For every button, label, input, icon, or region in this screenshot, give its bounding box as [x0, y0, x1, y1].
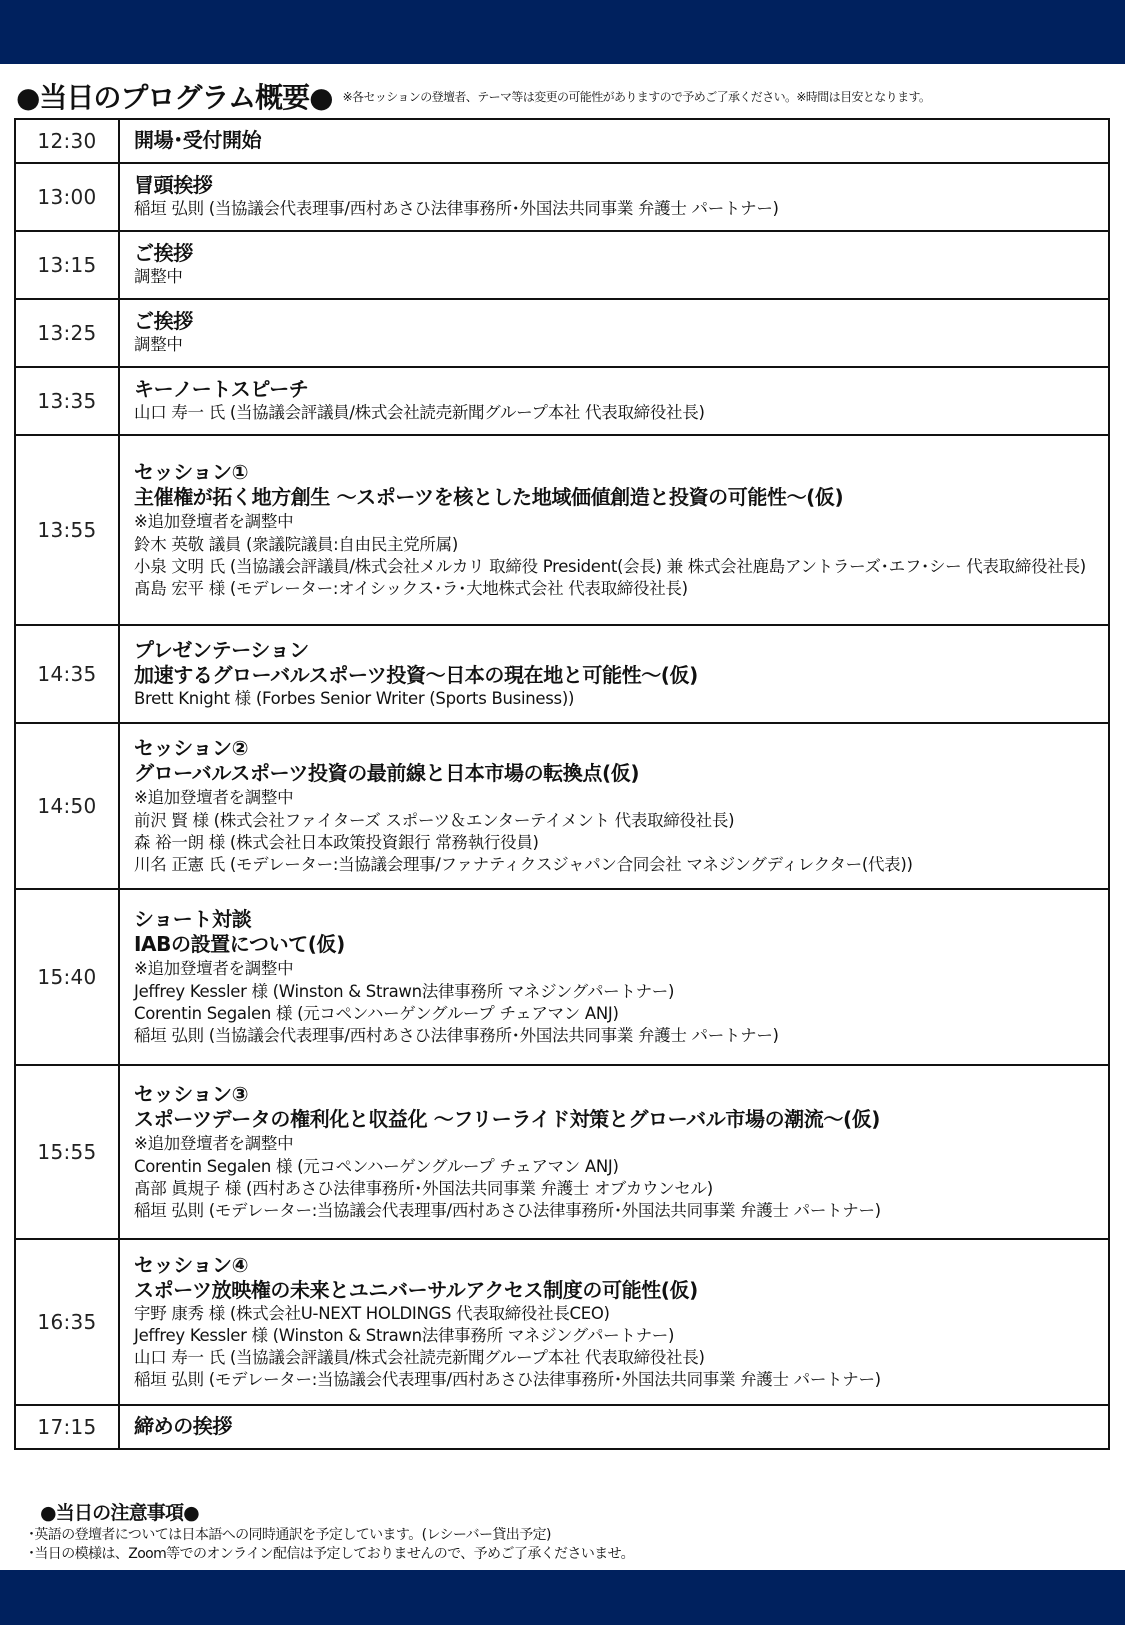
- time-cell: 15:40: [15, 889, 119, 1065]
- program-row: [15, 1239, 1109, 1405]
- program-row: [15, 367, 1109, 435]
- item-subtitle: グローバルスポーツ投資の最前線と日本市場の転換点(仮): [134, 760, 640, 785]
- speaker-line: 鈴木 英敬 議員 (衆議院議員:自由民主党所属): [134, 534, 458, 554]
- program-row: [15, 299, 1109, 367]
- time-cell: 13:00: [15, 163, 119, 231]
- speaker-line: 山口 寿一 氏 (当協議会評議員/株式会社読売新聞グループ本社 代表取締役社長): [134, 1347, 705, 1367]
- program-heading: [16, 76, 930, 116]
- speaker-note: ※追加登壇者を調整中: [134, 1133, 294, 1153]
- program-row: [15, 231, 1109, 299]
- program-row: [15, 1065, 1109, 1239]
- speaker-line: Jeffrey Kessler 様 (Winston & Strawn法律事務所 マネジングパートナー): [134, 1325, 675, 1345]
- item-title: セッション③: [134, 1081, 249, 1106]
- item-title: セッション④: [134, 1252, 249, 1277]
- speaker-note: ※追加登壇者を調整中: [134, 511, 294, 531]
- content-cell: [119, 1065, 1109, 1239]
- content-cell: [119, 163, 1109, 231]
- content-cell: [119, 367, 1109, 435]
- item-subtitle: IABの設置について(仮): [134, 931, 345, 956]
- disclaimer-note: ※各セッションの登壇者、テーマ等は変更の可能性がありますので予めご了承ください。※時間は目安となります。: [342, 89, 931, 104]
- speaker-line: 稲垣 弘則 (モデレーター:当協議会代表理事/西村あさひ法律事務所･外国法共同事業 弁護士 パートナー): [134, 1200, 881, 1220]
- speaker-line: Jeffrey Kessler 様 (Winston & Strawn法律事務所 マネジングパートナー): [134, 981, 675, 1001]
- time-cell: 13:15: [15, 231, 119, 299]
- program-table: [14, 118, 1110, 1450]
- time-cell: 13:35: [15, 367, 119, 435]
- speaker-line: Corentin Segalen 様 (元コペンハーゲングループ チェアマン ANJ): [134, 1003, 619, 1023]
- speaker-note: ※追加登壇者を調整中: [134, 787, 294, 807]
- speaker-line: 宇野 康秀 様 (株式会社U-NEXT HOLDINGS 代表取締役社長CEO): [134, 1303, 610, 1323]
- program-row: [15, 625, 1109, 723]
- time-cell: 16:35: [15, 1239, 119, 1405]
- item-title: ショート対談: [134, 906, 252, 931]
- time-cell: 15:55: [15, 1065, 119, 1239]
- time-cell: 13:55: [15, 435, 119, 625]
- notice-item: ･英語の登壇者については日本語への同時通訳を予定しています。(レシーバー貸出予定): [28, 1527, 551, 1543]
- content-cell: [119, 435, 1109, 625]
- item-title: キーノートスピーチ: [134, 377, 309, 401]
- content-cell: [119, 723, 1109, 889]
- program-row: [15, 1405, 1109, 1449]
- speaker-line: 山口 寿一 氏 (当協議会評議員/株式会社読売新聞グループ本社 代表取締役社長): [134, 403, 705, 422]
- program-row: [15, 889, 1109, 1065]
- speaker-line: 稲垣 弘則 (当協議会代表理事/西村あさひ法律事務所･外国法共同事業 弁護士 パートナー): [134, 199, 779, 218]
- content-cell: [119, 625, 1109, 723]
- time-cell: 13:25: [15, 299, 119, 367]
- speaker-line: 髙島 宏平 様 (モデレーター:オイシックス･ラ･大地株式会社 代表取締役社長): [134, 578, 688, 598]
- program-row: [15, 435, 1109, 625]
- time-cell: 17:15: [15, 1405, 119, 1449]
- speaker-line: 稲垣 弘則 (当協議会代表理事/西村あさひ法律事務所･外国法共同事業 弁護士 パートナー): [134, 1025, 779, 1045]
- speaker-line: 髙部 眞規子 様 (西村あさひ法律事務所･外国法共同事業 弁護士 オブカウンセル): [134, 1178, 713, 1198]
- item-title: セッション②: [134, 735, 249, 760]
- bottom-banner: [0, 1570, 1125, 1625]
- item-subtitle: 加速するグローバルスポーツ投資～日本の現在地と可能性～(仮): [134, 662, 698, 687]
- program-row: [15, 723, 1109, 889]
- item-title: 冒頭挨拶: [134, 173, 213, 197]
- program-row: [15, 119, 1109, 163]
- content-cell: [119, 231, 1109, 299]
- notice-item: ･当日の模様は、Zoom等でのオンライン配信は予定しておりませんので、予めご了承くださいませ。: [28, 1546, 635, 1562]
- content-cell: [119, 119, 1109, 163]
- top-banner: [0, 0, 1125, 64]
- notices-section: [28, 1500, 635, 1564]
- speaker-line: 川名 正憲 氏 (モデレーター:当協議会理事/ファナティクスジャパン合同会社 マネジングディレクター(代表)): [134, 854, 913, 874]
- speaker-line: 調整中: [134, 267, 183, 286]
- page-title: ●当日のプログラム概要●: [16, 81, 333, 114]
- item-title: 開場･受付開始: [134, 128, 262, 152]
- item-title: ご挨拶: [134, 309, 193, 333]
- time-cell: 14:35: [15, 625, 119, 723]
- speaker-line: 調整中: [134, 335, 183, 354]
- content-cell: [119, 299, 1109, 367]
- time-cell: 14:50: [15, 723, 119, 889]
- program-row: [15, 163, 1109, 231]
- speaker-line: Corentin Segalen 様 (元コペンハーゲングループ チェアマン ANJ): [134, 1156, 619, 1176]
- item-title: ご挨拶: [134, 241, 193, 265]
- item-subtitle: スポーツデータの権利化と収益化 ～フリーライド対策とグローバル市場の潮流～(仮): [134, 1106, 881, 1131]
- item-subtitle: 主催権が拓く地方創生 ～スポーツを核とした地域価値創造と投資の可能性～(仮): [134, 484, 844, 509]
- notices-title: ●当日の注意事項●: [40, 1502, 199, 1524]
- item-title: 締めの挨拶: [134, 1414, 232, 1438]
- speaker-note: ※追加登壇者を調整中: [134, 958, 294, 978]
- speaker-line: Brett Knight 様 (Forbes Senior Writer (Sports Business)): [134, 688, 575, 708]
- content-cell: [119, 889, 1109, 1065]
- speaker-line: 小泉 文明 氏 (当協議会評議員/株式会社メルカリ 取締役 President(会長) 兼 株式会社鹿島アントラーズ･エフ･シー 代表取締役社長): [134, 556, 1086, 576]
- content-cell: [119, 1239, 1109, 1405]
- speaker-line: 稲垣 弘則 (モデレーター:当協議会代表理事/西村あさひ法律事務所･外国法共同事業 弁護士 パートナー): [134, 1369, 881, 1389]
- content-cell: [119, 1405, 1109, 1449]
- time-cell: 12:30: [15, 119, 119, 163]
- speaker-line: 前沢 賢 様 (株式会社ファイターズ スポーツ＆エンターテイメント 代表取締役社長): [134, 810, 735, 830]
- item-title: セッション①: [134, 459, 249, 484]
- item-subtitle: スポーツ放映権の未来とユニバーサルアクセス制度の可能性(仮): [134, 1277, 698, 1302]
- speaker-line: 森 裕一朗 様 (株式会社日本政策投資銀行 常務執行役員): [134, 832, 539, 852]
- item-title: プレゼンテーション: [134, 637, 309, 662]
